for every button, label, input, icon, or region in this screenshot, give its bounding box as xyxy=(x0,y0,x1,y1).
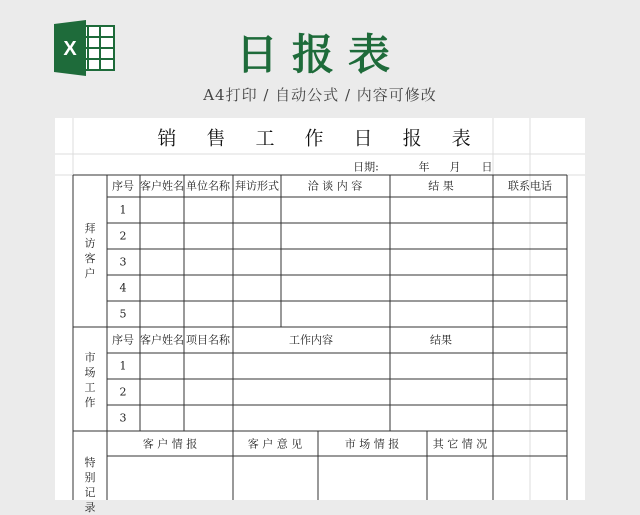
date-month-label: 月 xyxy=(449,160,461,174)
table-header-cell: 客户姓名 xyxy=(140,179,184,193)
table-header-cell: 其 它 情 况 xyxy=(432,437,488,451)
table-header-cell: 结果 xyxy=(430,333,452,347)
spreadsheet-preview xyxy=(55,118,585,514)
table-header-cell: 客户姓名 xyxy=(140,333,184,347)
table-header-cell: 工作内容 xyxy=(289,333,333,347)
section-label-special: 特别记录 xyxy=(84,456,96,514)
table-header-cell: 客 户 情 报 xyxy=(142,437,198,451)
row-number: 3 xyxy=(119,255,127,269)
row-number: 5 xyxy=(119,307,127,321)
table-header-cell: 市 场 情 报 xyxy=(344,437,400,451)
date-day-label: 日 xyxy=(481,160,493,174)
page-subtitle: A4打印 / 自动公式 / 内容可修改 xyxy=(203,86,437,104)
page-title: 日报表 xyxy=(235,30,404,79)
sheet-title: 销 售 工 作 日 报 表 xyxy=(157,127,483,150)
row-number: 2 xyxy=(119,229,127,243)
table-header-cell: 结 果 xyxy=(428,179,454,193)
row-number: 2 xyxy=(119,385,127,399)
date-label: 日期: xyxy=(353,160,379,174)
table-header-cell: 洽 谈 内 容 xyxy=(307,179,363,193)
table-header-cell: 序号 xyxy=(112,333,134,347)
sheet-gridlines xyxy=(55,118,585,500)
table-header-cell: 客 户 意 见 xyxy=(247,437,303,451)
section-label-visit: 拜访客户 xyxy=(84,222,96,280)
table-header-cell: 项目名称 xyxy=(186,333,230,347)
row-number: 3 xyxy=(119,411,127,425)
date-year-label: 年 xyxy=(418,160,430,174)
table-header-cell: 联系电话 xyxy=(508,179,552,193)
section-label-market: 市场工作 xyxy=(84,351,96,409)
excel-logo-letter: X xyxy=(63,38,77,60)
table-header-cell: 拜访形式 xyxy=(235,179,279,193)
row-number: 1 xyxy=(119,359,127,373)
table-header-cell: 序号 xyxy=(112,179,134,193)
row-number: 1 xyxy=(119,203,127,217)
table-header-cell: 单位名称 xyxy=(186,179,230,193)
row-number: 4 xyxy=(119,281,127,295)
